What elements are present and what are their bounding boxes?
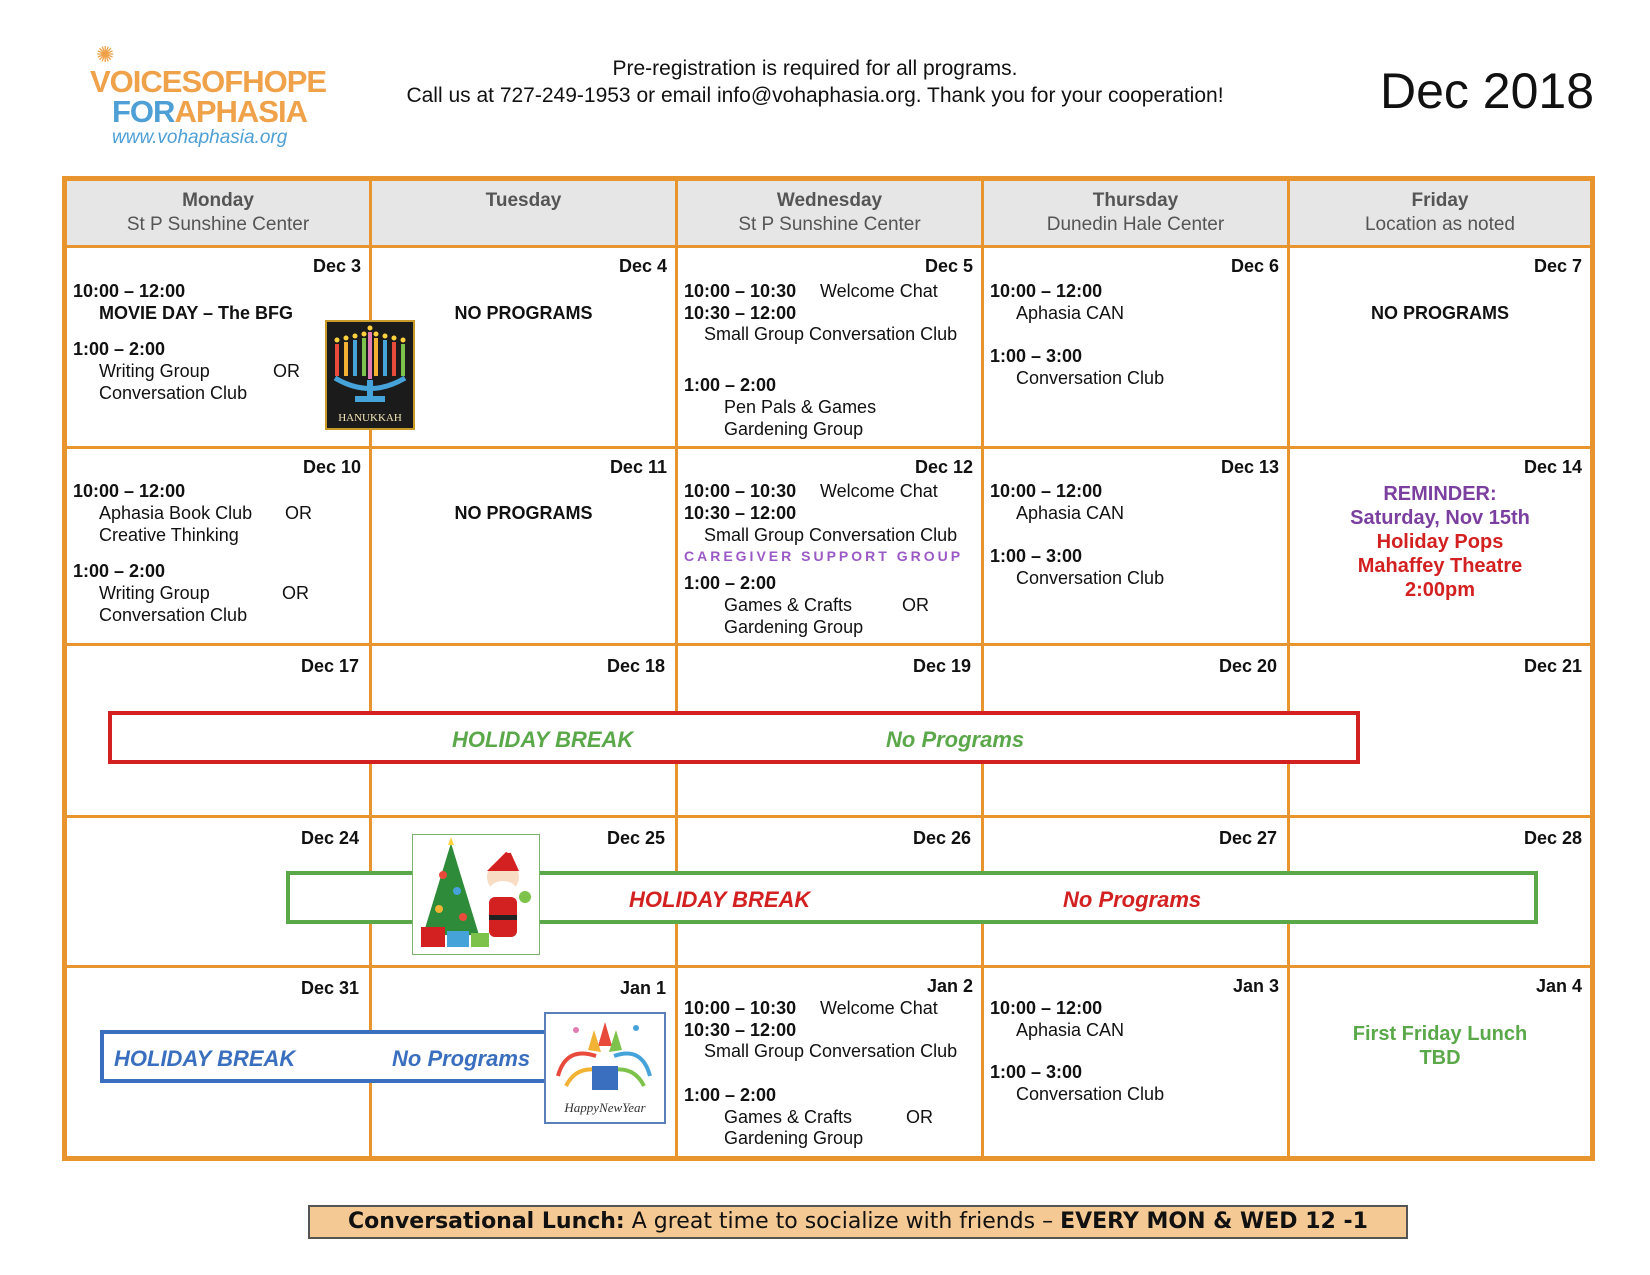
reminder-time: 2:00pm (1404, 579, 1476, 601)
activity: Small Group Conversation Club (704, 324, 958, 344)
activity: Creative Thinking (99, 525, 239, 545)
time-slot: 10:30 – 12:00 (684, 503, 797, 523)
time-slot: 1:00 – 2:00 (684, 573, 777, 593)
time-slot: 10:00 – 12:00 (73, 281, 186, 301)
activity: Conversation Club (99, 605, 248, 625)
date-label: Dec 11 (609, 457, 667, 477)
date-label: Dec 3 (312, 256, 361, 276)
day-cell (1290, 248, 1590, 446)
date-label: Dec 24 (301, 828, 360, 848)
time-slot: 10:00 – 10:30 (684, 998, 797, 1018)
activity: MOVIE DAY – The BFG (99, 303, 294, 323)
date-label: Jan 3 (1232, 976, 1279, 996)
caregiver-support: CAREGIVER SUPPORT GROUP (684, 548, 964, 564)
lunch-event: First Friday Lunch (1352, 1023, 1528, 1045)
date-label: Dec 14 (1523, 457, 1582, 477)
activity: Welcome Chat (820, 998, 938, 1018)
banner-label: HOLIDAY BREAK (452, 727, 634, 752)
date-label: Dec 26 (913, 828, 972, 848)
date-label: Dec 27 (1219, 828, 1278, 848)
activity: Pen Pals & Games (724, 397, 877, 417)
day-cell (984, 248, 1287, 446)
lunch-tbd: TBD (1419, 1047, 1461, 1069)
holiday-break-banner (100, 1030, 556, 1083)
time-slot: 10:30 – 12:00 (684, 1020, 797, 1040)
activity: Gardening Group (724, 419, 864, 439)
time-slot: 10:00 – 12:00 (990, 998, 1103, 1018)
hanukkah-label: HANUKKAH (338, 412, 402, 424)
reminder-label: REMINDER: (1383, 483, 1497, 505)
or-label: OR (285, 503, 312, 523)
logo-line1: VOICESOFHOPE (90, 64, 327, 99)
activity: Writing Group (99, 583, 210, 603)
date-label: Dec 6 (1230, 256, 1279, 276)
header-note (380, 55, 1250, 109)
date-label: Jan 2 (926, 976, 973, 996)
activity: Small Group Conversation Club (704, 1041, 958, 1061)
date-label: Dec 18 (607, 656, 666, 676)
activity: Games & Crafts (724, 1107, 853, 1127)
reminder-venue: Mahaffey Theatre (1357, 555, 1523, 577)
activity: Writing Group (99, 361, 210, 381)
activity: Aphasia CAN (1016, 1020, 1125, 1040)
date-label: Dec 21 (1524, 656, 1583, 676)
activity: Welcome Chat (820, 281, 938, 301)
or-label: OR (273, 361, 300, 381)
day-header-wednesday: Wednesday St P Sunshine Center (678, 181, 981, 245)
date-label: Dec 13 (1220, 457, 1279, 477)
date-label: Dec 17 (301, 656, 360, 676)
date-label: Dec 10 (302, 457, 361, 477)
date-label: Dec 4 (618, 256, 667, 276)
time-slot: 1:00 – 3:00 (990, 1062, 1083, 1082)
day-cell (67, 449, 369, 643)
banner-label: No Programs (392, 1046, 531, 1071)
reminder-date: Saturday, Nov 15th (1350, 507, 1530, 529)
activity: Small Group Conversation Club (704, 525, 958, 545)
activity: Games & Crafts (724, 595, 853, 615)
activity: Aphasia Book Club (99, 503, 253, 523)
day-header-thursday: Thursday Dunedin Hale Center (984, 181, 1287, 245)
date-label: Dec 12 (914, 457, 973, 477)
time-slot: 1:00 – 2:00 (684, 1085, 777, 1105)
note-line2: Call us at 727-249-1953 or email info@vohaphasia.org. Thank you for your cooperation! (406, 84, 1224, 107)
date-label: Dec 20 (1219, 656, 1278, 676)
note-line1: Pre-registration is required for all programs. (612, 57, 1018, 80)
time-slot: 10:30 – 12:00 (684, 303, 797, 323)
activity: Conversation Club (99, 383, 248, 403)
no-programs: NO PROGRAMS (1370, 303, 1509, 323)
month-title: Dec 2018 (1380, 63, 1595, 119)
activity: Gardening Group (724, 617, 864, 637)
or-label: OR (282, 583, 309, 603)
grid-divider (62, 815, 1595, 818)
activity: Aphasia CAN (1016, 503, 1125, 523)
banner-label: No Programs (886, 727, 1025, 752)
date-label: Dec 7 (1533, 256, 1582, 276)
banner-label: No Programs (1063, 887, 1202, 912)
date-label: Dec 31 (301, 978, 360, 998)
logo-url: www.vohaphasia.org (112, 127, 288, 148)
day-cell (984, 968, 1287, 1156)
time-slot: 1:00 – 3:00 (990, 546, 1083, 566)
logo (90, 42, 350, 152)
new-year-label: HappyNewYear (564, 1100, 646, 1115)
time-slot: 10:00 – 10:30 (684, 281, 797, 301)
day-cell (372, 449, 675, 643)
day-cell (678, 248, 981, 446)
banner-label: HOLIDAY BREAK (629, 887, 811, 912)
day-cell (1290, 449, 1590, 643)
day-cell (678, 449, 981, 643)
happy-new-year-image (544, 1012, 666, 1124)
banner-label: HOLIDAY BREAK (114, 1046, 296, 1071)
day-cell (67, 248, 402, 446)
sun-icon: ✺ (96, 42, 115, 67)
activity: Conversation Club (1016, 368, 1165, 388)
no-programs: NO PROGRAMS (454, 303, 593, 323)
date-label: Jan 4 (1535, 976, 1582, 996)
logo-line2: FORAPHASIA (112, 94, 307, 129)
reminder-event: Holiday Pops (1376, 531, 1504, 553)
day-cell (1290, 968, 1590, 1156)
santa-tree-image (412, 834, 540, 955)
grid-divider (62, 643, 1595, 646)
time-slot: 1:00 – 2:00 (73, 561, 166, 581)
date-label: Dec 25 (607, 828, 666, 848)
activity: Gardening Group (724, 1128, 864, 1148)
date-label: Dec 28 (1524, 828, 1583, 848)
day-cell (678, 968, 981, 1156)
time-slot: 10:00 – 12:00 (990, 481, 1103, 501)
or-label: OR (906, 1107, 933, 1127)
day-header-monday: Monday St P Sunshine Center (67, 181, 369, 245)
holiday-break-banner (108, 711, 1360, 764)
day-header-tuesday: Tuesday (372, 181, 675, 245)
day-cell (372, 248, 675, 446)
conversational-lunch-footer: Conversational Lunch: A great time to socialize with friends – EVERY MON & WED 12 -1 (308, 1205, 1408, 1239)
activity: Conversation Club (1016, 1084, 1165, 1104)
time-slot: 10:00 – 12:00 (990, 281, 1103, 301)
or-label: OR (902, 595, 929, 615)
time-slot: 1:00 – 2:00 (684, 375, 777, 395)
time-slot: 1:00 – 3:00 (990, 346, 1083, 366)
time-slot: 1:00 – 2:00 (73, 339, 166, 359)
date-label: Dec 5 (924, 256, 973, 276)
day-cell (984, 449, 1287, 643)
date-label: Jan 1 (620, 978, 667, 998)
time-slot: 10:00 – 10:30 (684, 481, 797, 501)
time-slot: 10:00 – 12:00 (73, 481, 186, 501)
activity: Conversation Club (1016, 568, 1165, 588)
day-header-friday: Friday Location as noted (1290, 181, 1590, 245)
activity: Welcome Chat (820, 481, 938, 501)
no-programs: NO PROGRAMS (454, 503, 593, 523)
activity: Aphasia CAN (1016, 303, 1125, 323)
date-label: Dec 19 (913, 656, 972, 676)
